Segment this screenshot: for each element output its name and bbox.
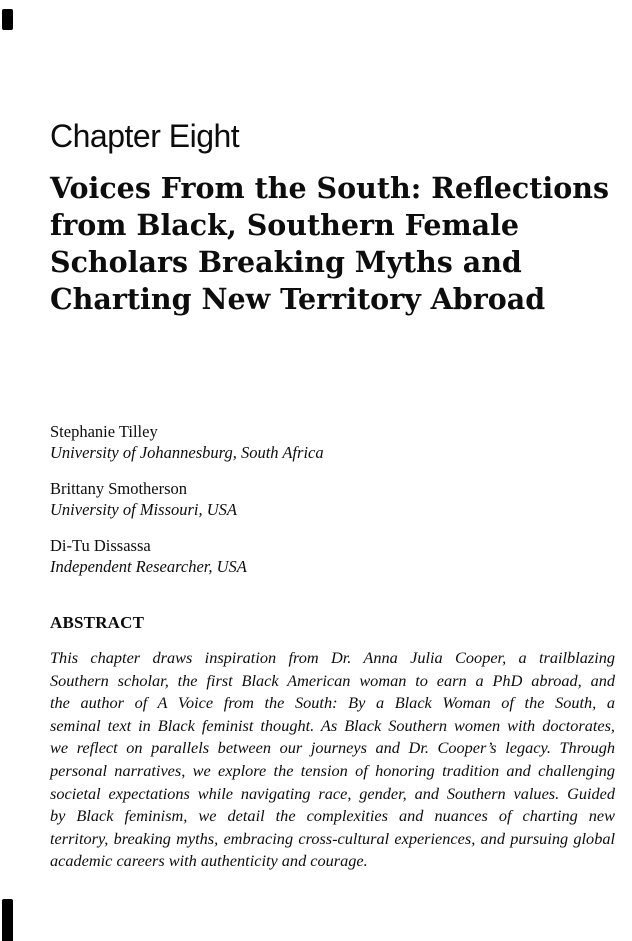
chapter-title-line: Voices From the South: Reflections	[50, 171, 609, 205]
abstract-line: seminal text in Black feminist thought. As Black Southern women with doctorates,	[50, 715, 615, 735]
scan-artifact-top	[2, 9, 13, 30]
abstract-line: This chapter draws inspiration from Dr. Anna Julia Cooper, a trailblazing	[50, 648, 615, 667]
author-name: Brittany Smotherson	[50, 479, 188, 498]
abstract-line: territory, breaking myths, embracing cross-cultural experiences, and pursuing global	[50, 828, 615, 848]
author-affiliation: University of Johannesburg, South Africa	[50, 442, 324, 462]
scan-artifact-bottom	[2, 899, 13, 941]
abstract-line: personal narratives, we explore the tension of honoring tradition and challenging	[50, 760, 615, 780]
author-block	[50, 536, 324, 577]
author-block	[50, 479, 324, 520]
author-name: Di-Tu Dissassa	[50, 536, 151, 555]
author-affiliation: Independent Researcher, USA	[50, 556, 247, 576]
author-affiliation: University of Missouri, USA	[50, 499, 237, 519]
chapter-title-line: Charting New Territory Abroad	[50, 282, 546, 316]
abstract-line: we reflect on parallels between our journeys and Dr. Cooper’s legacy. Through	[50, 738, 615, 758]
author-block	[50, 422, 324, 463]
chapter-title	[50, 170, 609, 318]
abstract-line: by Black feminism, we detail the complexities and nuances of charting new	[50, 806, 615, 826]
chapter-title-line: from Black, Southern Female	[50, 208, 520, 242]
chapter-label: Chapter Eight	[50, 118, 240, 154]
author-list	[50, 422, 324, 593]
abstract-heading: ABSTRACT	[50, 613, 145, 632]
abstract-line: Southern scholar, the first Black American woman to earn a PhD abroad, and	[50, 670, 615, 690]
abstract-line: academic careers with authenticity and courage.	[50, 851, 368, 871]
abstract-line: societal expectations while navigating race, gender, and Southern values. Guided	[50, 783, 615, 803]
chapter-title-line: Scholars Breaking Myths and	[50, 245, 522, 279]
abstract-line: the author of A Voice from the South: By a Black Woman of the South, a	[50, 693, 615, 713]
abstract-text	[50, 647, 615, 873]
author-name: Stephanie Tilley	[50, 422, 158, 441]
